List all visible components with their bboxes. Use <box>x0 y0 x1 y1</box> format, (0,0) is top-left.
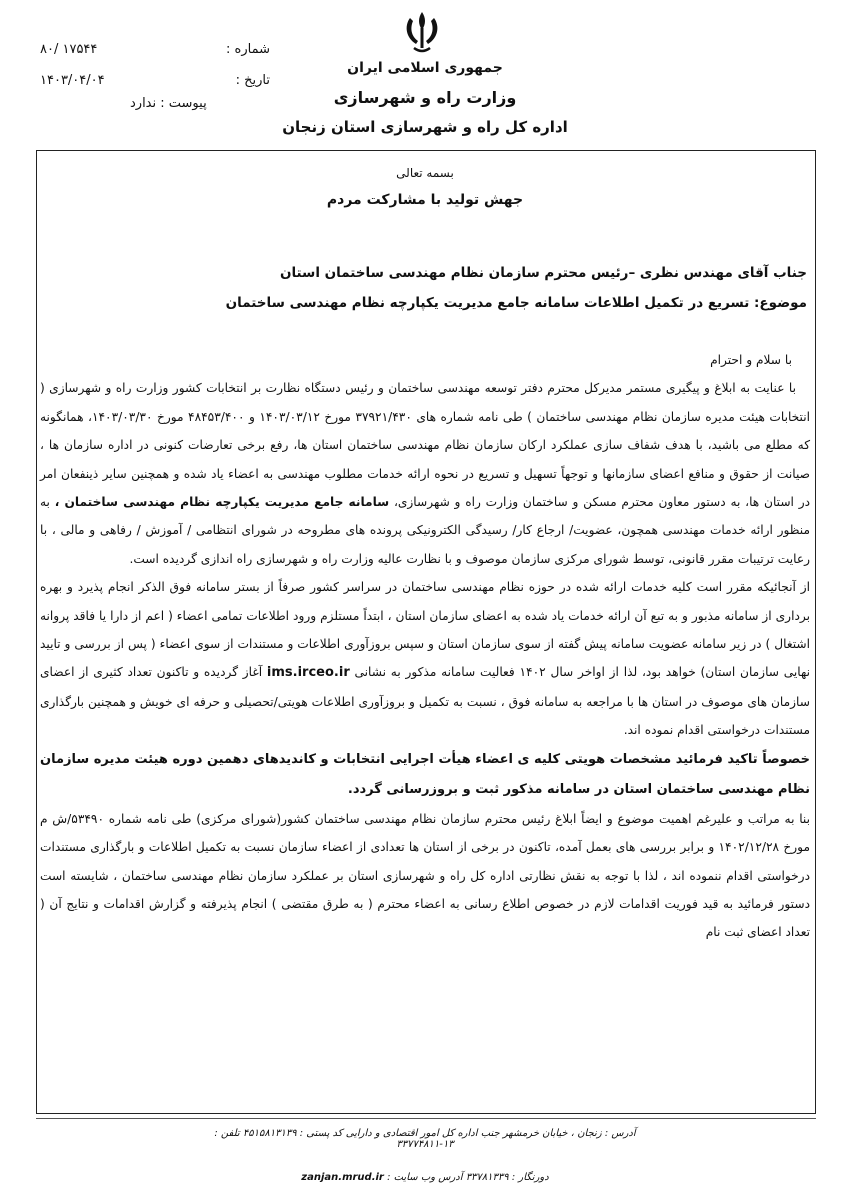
footer-divider <box>36 1118 816 1119</box>
paragraph-2-text-b: آغاز گردیده و تاکنون تعداد کثیری از اعضای سازمان های موصوف در استان ها با مراجعه به سامانه فوق ، نسبت به تکمیل و بروزآوری اطلاعات هویتی/تحصیلی و حرفه ای خویش و همچنین بارگذاری مستندات درخواستی اقدام نموده اند. <box>40 665 810 738</box>
footer-contact <box>200 1172 650 1183</box>
motto: جهش تولید با مشارکت مردم <box>326 192 524 208</box>
paragraph-2 <box>40 573 810 744</box>
bismillah: بسمه تعالی <box>396 166 454 180</box>
attachment-value: ندارد <box>130 96 157 111</box>
paragraph-1-text-b: به منظور ارائه خدمات مهندسی همچون، عضویت/ ارجاع کار/ رسیدگی الکترونیکی پرونده های مطروحه در شورای انتظامی / آموزش / رفاهی و مالی ، با رعایت ترتیبات مقرر قانونی، توسط شورای مرکزی سازمان موصوف و با نظارت عالیه وزارت راه و شهرسازی راه اندازی گردیده است. <box>40 495 810 566</box>
letter-meta-values <box>40 34 150 96</box>
letter-body <box>40 346 810 947</box>
header-office: اداره کل راه و شهرسازی استان زنجان <box>282 118 568 136</box>
letter-date: ۱۴۰۳/۰۴/۰۴ <box>40 73 105 88</box>
system-url: ims.irceo.ir <box>266 665 350 681</box>
subject: موضوع: تسریع در تکمیل اطلاعات سامانه جامع مدیریت یکپارچه نظام مهندسی ساختمان <box>225 295 807 311</box>
paragraph-4: بنا به مراتب و علیرغم اهمیت موضوع و ایضاً ابلاغ رئیس محترم سازمان نظام مهندسی ساختمان کشور(شورای مرکزی) طی نامه شماره ۵۳۴۹۰/ش م مورخ ۱۴۰۲/۱۲/۲۸ و برابر بررسی های بعمل آمده، تاکنون در برخی از استان ها تعدادی از اعضاء سازمان نسبت به تکمیل اطلاعات و بارگذاری مستندات درخواستی اقدام ننموده اند ، لذا با توجه به نقش نظارتی اداره کل راه و شهرسازی استان بر عملکرد سازمان نظام مهندسی ساختمان ، شایسته است دستور فرمائید به قید فوریت اقدامات لازم در خصوص اطلاع رسانی به اعضاء محترم ( به طرق مقتضی ) انجام پذیرفته و گزارش اقدامات و نتایج آن ( تعداد اعضای ثبت نام <box>40 811 811 940</box>
footer-fax-web: دورنگار : ۳۳۷۸۱۳۳۹ آدرس وب سایت : <box>387 1172 549 1183</box>
iran-emblem-icon <box>398 8 446 56</box>
number-label: شماره : <box>226 42 270 57</box>
footer-address: آدرس : زنجان ، خیابان خرمشهر جنب اداره کل امور اقتصادی و دارایی کد پستی : ۴۵۱۵۸۱۳۱۳۹ تلفن : ۱۳-۳۳۷۷۴۸۱۱ <box>214 1128 636 1150</box>
paragraph-1-text-a: با عنایت به ابلاغ و پیگیری مستمر مدیرکل محترم دفتر توسعه مهندسی ساختمان و رئیس دستگاه نظارت بر انتخابات کشور وزارت راه و شهرسازی ( انتخابات هیئت مدیره سازمان نظام مهندسی ساختمان ) طی نامه شماره های ۳۷۹۲۱/۴۳۰ مورخ ۱۴۰۳/۰۳/۱۲ و ۴۸۴۵۳/۴۰۰ مورخ ۱۴۰۳/۰۳/۳۰، همانگونه که مطلع می باشید، با هدف شفاف سازی عملکرد ارکان سازمان نظام مهندسی ساختمان استان ها، رفع برخی تعارضات کنونی در اداره سازمان ها ، صیانت از حقوق و منافع اعضای سازمانها و توجهاً تسهیل و تسریع در نحوه ارائه خدمات مطلوب مهندسی به اعضاء یاد شده و همچنین سایر ذینفعان امر در استان ها، به دستور معاون محترم مسکن و ساختمان وزارت راه و شهرسازی، <box>40 381 811 510</box>
attachment-label: پیوست : <box>160 96 207 111</box>
header-ministry: وزارت راه و شهرسازی <box>333 88 517 107</box>
recipient: جناب آقای مهندس نظری –رئیس محترم سازمان نظام مهندسی ساختمان استان <box>279 265 807 281</box>
system-name: سامانه جامع مدیریت یکپارچه نظام مهندسی ساختمان ، <box>54 495 390 510</box>
letter-number: ۸۰/ ۱۷۵۴۴ <box>40 42 98 57</box>
paragraph-2-text-a: از آنجائیکه مقرر است کلیه خدمات ارائه شده در حوزه نظام مهندسی ساختمان در سراسر کشور صرفاً از بستر سامانه فوق الذکر انجام پذیرد و بهره برداری از سامانه مذبور و به تبع آن ارائه خدمات یاد شده به اعضای سازمان استان ، ابتداً مستلزم ورود اطلاعات تمامی اعضاء ( اعم از دارا یا فاقد پروانه اشتغال ) در زیر سامانه عضویت سامانه پیش گفته از سوی سازمان استان و سپس بروزآوری اطلاعات و مستندات از سوی اعضاء ( پس از بررسی و تایید نهایی سازمان استان) خواهد بود، لذا از اواخر سال ۱۴۰۲ فعالیت سامانه مذکور به نشانی <box>40 580 811 680</box>
greeting: با سلام و احترام <box>710 353 792 367</box>
date-label: تاریخ : <box>235 73 270 88</box>
attachment-row <box>130 96 207 111</box>
website-link[interactable]: zanjan.mrud.ir <box>301 1172 384 1183</box>
paragraph-1 <box>40 374 810 573</box>
header-country: جمهوری اسلامی ایران <box>347 60 503 76</box>
paragraph-3-emphasis: خصوصاً تاکید فرمائید مشخصات هویتی کلیه ی اعضاء هیأت اجرایی انتخابات و کاندیدهای دهمین دوره هیئت مدیره سازمان نظام مهندسی ساختمان استان در سامانه مذکور ثبت و بروزرسانی گردد. <box>40 751 810 797</box>
recipient-block <box>47 258 807 318</box>
